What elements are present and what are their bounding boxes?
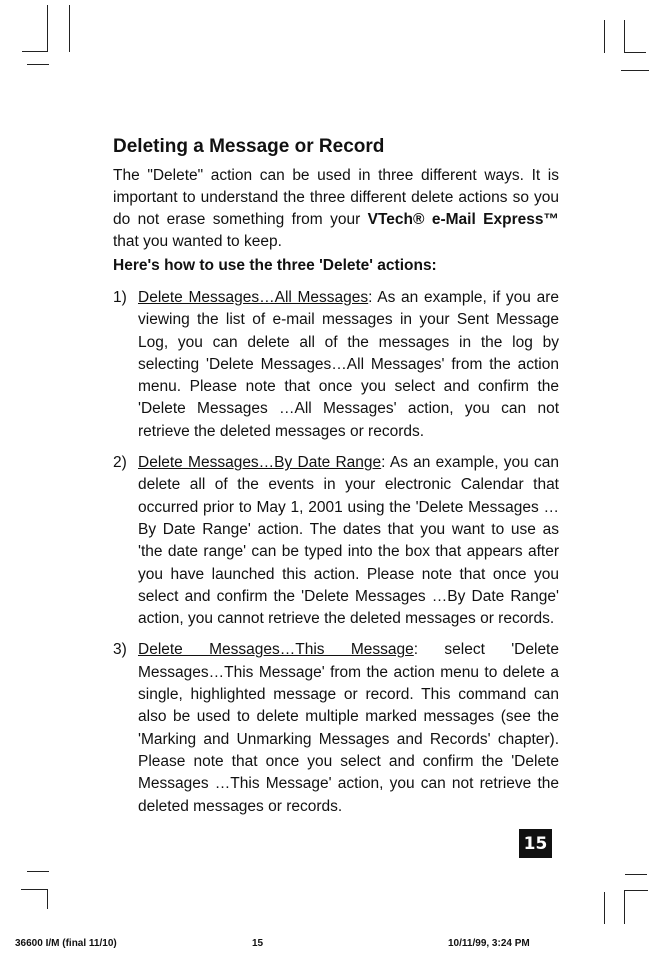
item-number: 1) bbox=[113, 289, 127, 306]
crop-mark-bottom-right-h bbox=[625, 874, 647, 875]
intro-paragraph bbox=[113, 165, 559, 253]
crop-mark-top-right-h2 bbox=[621, 70, 649, 71]
list-item bbox=[113, 452, 559, 630]
page-number-badge: 15 bbox=[519, 829, 552, 858]
crop-mark-bottom-right-v bbox=[604, 892, 605, 924]
crop-mark-top-right-h bbox=[624, 52, 646, 53]
crop-mark-top-left-v2 bbox=[69, 5, 70, 52]
item-number: 2) bbox=[113, 454, 127, 472]
footer-left: 36600 I/M (final 11/10) bbox=[15, 938, 117, 949]
crop-mark-bottom-left-h bbox=[27, 871, 49, 872]
crop-mark-bottom-left-h2 bbox=[21, 889, 48, 890]
crop-mark-bottom-left-v bbox=[47, 889, 48, 909]
page-content bbox=[113, 135, 559, 827]
item-text: : As an example, if you are viewing the list of e-mail messages in your Sent Message Log, you can delete all of the messages in the log by selecting 'Delete Messages…All Messages' from the action menu. Please note that once you select and confirm the 'Delete Messages …All Messages' action, you can not retrieve the deleted messages or records. bbox=[138, 289, 559, 440]
item-title: Delete Messages…By Date Range bbox=[138, 454, 382, 472]
crop-mark-top-right-v bbox=[604, 20, 605, 53]
crop-mark-top-left-h2 bbox=[27, 64, 49, 65]
item-number: 3) bbox=[113, 641, 127, 659]
item-text: : select 'Delete Messages…This Message' from the action menu to delete a single, highlighted message or record. This command can also be used to delete multiple marked messages (see the 'Marking and Unmarking Messages and Records' chapter). Please note that once you select and confirm the 'Delete Messages …This Message' action, you can not retrieve the deleted messages or records. bbox=[138, 641, 559, 815]
crop-mark-top-left-h bbox=[22, 51, 48, 52]
item-title: Delete Messages…All Messages bbox=[138, 289, 369, 306]
intro-text-1: The "Delete" action can be used in three different ways. It is important to understand the three different delete actions so you do not erase something from your bbox=[113, 167, 559, 228]
brand-name: VTech® e-Mail Express™ bbox=[367, 211, 559, 228]
delete-actions-list bbox=[113, 287, 559, 818]
item-title: Delete Messages…This Message bbox=[138, 641, 414, 659]
intro-text-2: that you wanted to keep. bbox=[113, 233, 282, 250]
list-item bbox=[113, 287, 559, 443]
footer-center: 15 bbox=[252, 938, 264, 949]
subheading: Here's how to use the three 'Delete' actions: bbox=[113, 257, 437, 274]
list-item bbox=[113, 639, 559, 817]
section-heading: Deleting a Message or Record bbox=[113, 136, 385, 157]
crop-mark-bottom-right-v2 bbox=[624, 890, 625, 924]
crop-mark-top-left-v bbox=[47, 5, 48, 52]
crop-mark-bottom-right-h2 bbox=[624, 890, 648, 891]
footer-right: 10/11/99, 3:24 PM bbox=[448, 938, 530, 949]
crop-mark-top-right-v2 bbox=[624, 20, 625, 53]
item-text: : As an example, you can delete all of the events in your electronic Calendar that occurred prior to May 1, 2001 using the 'Delete Messages …By Date Range' action. The dates that you want to use as 'the date range' can be typed into the box that appears after you have launched this action. Please note that once you select and confirm the 'Delete Messages …By Date Range' action, you cannot retrieve the deleted messages or records. bbox=[138, 454, 560, 628]
